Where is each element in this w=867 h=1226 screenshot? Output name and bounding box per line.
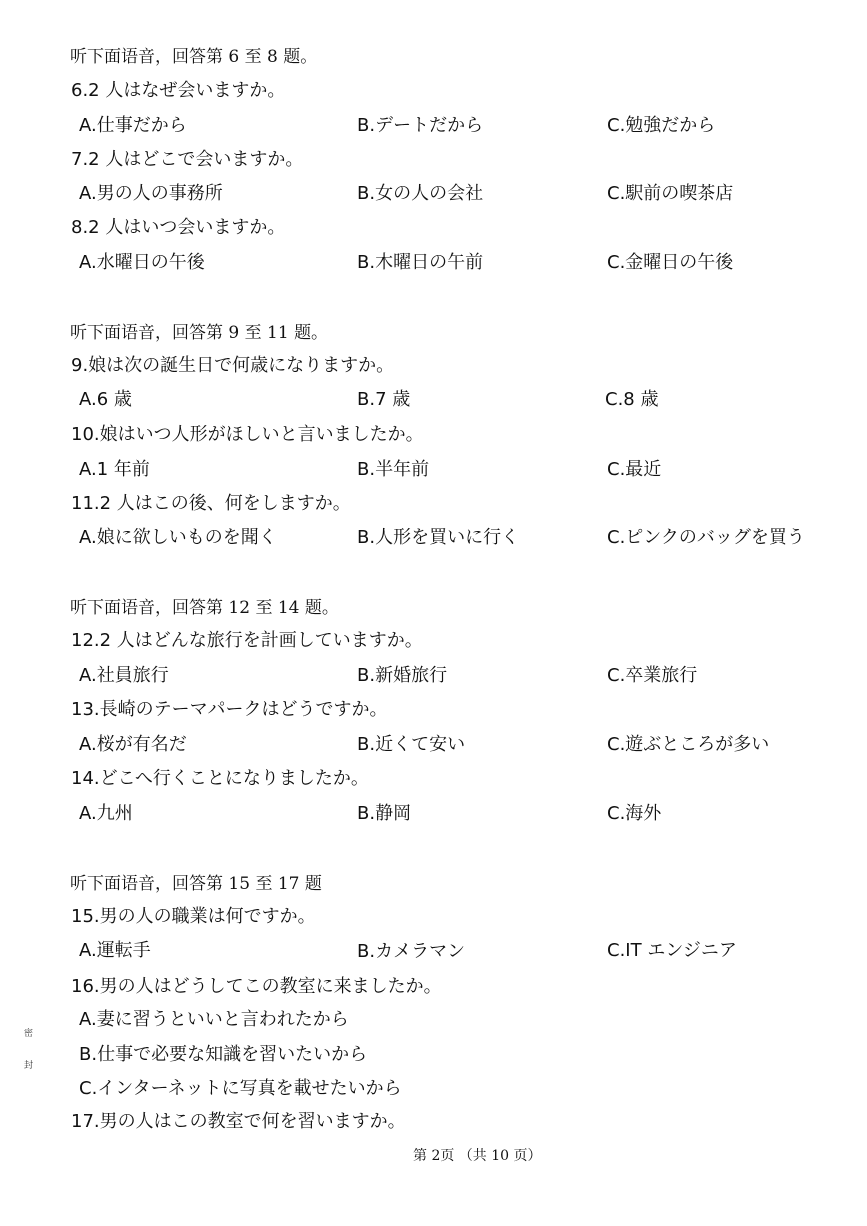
option-b: B.木曜日の午前 (357, 252, 484, 273)
option-c: C.インターネットに写真を載せたいから (79, 1078, 402, 1099)
option-b: B.人形を買いに行く (357, 527, 520, 548)
question-text: 16.男の人はどうしてこの教室に来ましたか。 (71, 976, 442, 997)
question-text: 10.娘はいつ人形がほしいと言いましたか。 (71, 424, 424, 445)
question-text: 17.男の人はこの教室で何を習いますか。 (71, 1111, 406, 1132)
option-c: C.駅前の喫茶店 (607, 183, 734, 204)
option-b: B.女の人の会社 (357, 183, 484, 204)
question-text: 12.2 人はどんな旅行を計画していますか。 (71, 630, 423, 651)
option-c: C.遊ぶところが多い (607, 734, 770, 755)
option-b: B.7 歳 (357, 389, 411, 410)
option-a: A.水曜日の午後 (79, 252, 205, 273)
question-text: 7.2 人はどこで会いますか。 (71, 149, 304, 170)
option-a: A.桜が有名だ (79, 734, 187, 755)
question-text: 9.娘は次の誕生日で何歳になりますか。 (71, 355, 395, 376)
margin-mark: 密 (22, 1028, 32, 1037)
section-heading: 听下面语音，回答第 12 至 14 题。 (70, 598, 339, 618)
option-a: A.娘に欲しいものを聞く (79, 527, 277, 548)
option-c: C.卒業旅行 (607, 665, 698, 686)
option-a: A.妻に習うといいと言われたから (79, 1009, 349, 1030)
question-text: 14.どこへ行くことになりましたか。 (71, 768, 369, 789)
option-a: A.社員旅行 (79, 665, 169, 686)
question-text: 8.2 人はいつ会いますか。 (71, 217, 286, 238)
section-heading: 听下面语音，回答第 9 至 11 题。 (70, 323, 329, 343)
option-a: A.6 歳 (79, 389, 132, 410)
option-b: B.近くて安い (357, 734, 466, 755)
option-a: A.1 年前 (79, 459, 150, 480)
option-c: C.IT エンジニア (607, 940, 737, 961)
option-c: C.金曜日の午後 (607, 252, 734, 273)
option-c: C.勉強だから (607, 115, 716, 136)
option-a: A.男の人の事務所 (79, 183, 223, 204)
option-c: C.海外 (607, 803, 662, 824)
option-c: C.最近 (607, 459, 662, 480)
question-text: 13.長崎のテーマパークはどうですか。 (71, 699, 388, 720)
question-text: 6.2 人はなぜ会いますか。 (71, 80, 286, 101)
option-c: C.8 歳 (605, 389, 659, 410)
option-a: A.仕事だから (79, 115, 187, 136)
page-footer: 第 2页 （共 10 页） (413, 1148, 542, 1164)
section-heading: 听下面语音，回答第 15 至 17 题 (70, 874, 322, 894)
margin-mark: 封 (22, 1060, 32, 1069)
option-a: A.運転手 (79, 940, 151, 961)
section-heading: 听下面语音，回答第 6 至 8 题。 (70, 47, 318, 67)
option-c: C.ピンクのバッグを買う (607, 527, 805, 548)
option-a: A.九州 (79, 803, 133, 824)
option-b: B.デートだから (357, 115, 484, 136)
question-text: 15.男の人の職業は何ですか。 (71, 906, 316, 927)
option-b: B.半年前 (357, 459, 430, 480)
option-b: B.仕事で必要な知識を習いたいから (79, 1044, 368, 1065)
option-b: B.静岡 (357, 803, 412, 824)
option-b: B.新婚旅行 (357, 665, 448, 686)
option-b: B.カメラマン (357, 941, 466, 962)
question-text: 11.2 人はこの後、何をしますか。 (71, 493, 351, 514)
